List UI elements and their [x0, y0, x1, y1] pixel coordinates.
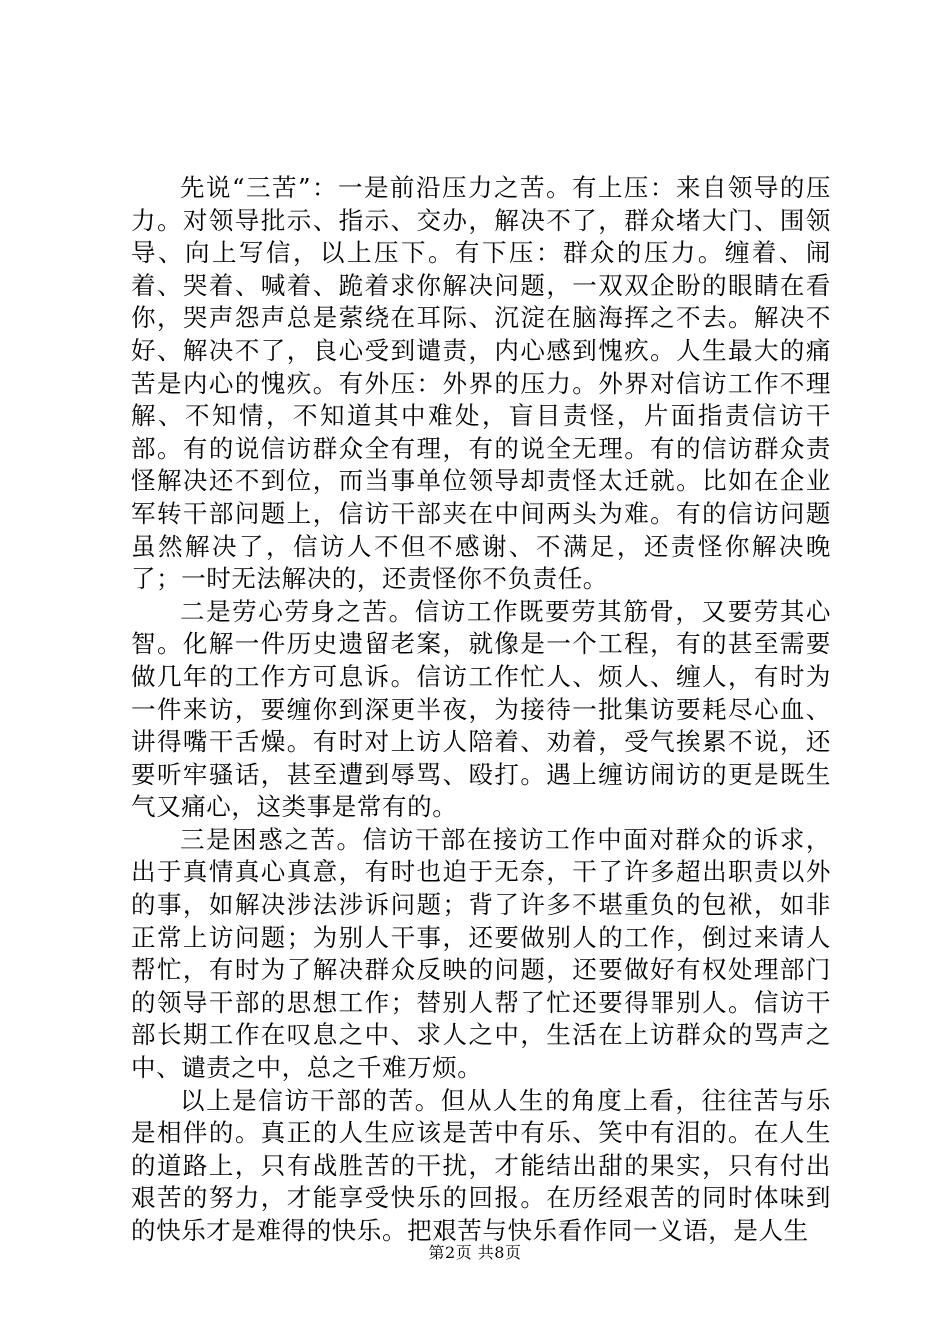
paragraph-three-hardships-intro: 先说“三苦”：一是前沿压力之苦。有上压：来自领导的压力。对领导批示、指示、交办，解决不了，群众堵大门、围领导、向上写信，以上压下。有下压：群众的压力。缠着、闹着、哭着、喊着、跪着求你解决问题，一双双企盼的眼睛在看你，哭声怨声总是萦绕在耳际、沉淀在脑海挥之不去。解决不好、解决不了，良心受到谴责，内心感到愧疚。人生最大的痛苦是内心的愧疚。有外压：外界的压力。外界对信访工作不理解、不知情，不知道其中难处，盲目责怪，片面指责信访干部。有的说信访群众全有理，有的说全无理。有的信访群众责怪解决还不到位，而当事单位领导却责怪太迁就。比如在企业军转干部问题上，信访干部夹在中间两头为难。有的信访问题虽然解决了，信访人不但不感谢、不满足，还责怪你解决晚了；一时无法解决的，还责怪你不负责任。 — [131, 173, 831, 594]
document-body — [131, 172, 831, 1248]
paragraph-hardship-and-joy: 以上是信访干部的苦。但从人生的角度上看，往往苦与乐是相伴的。真正的人生应该是苦中有乐、笑中有泪的。在人生的道路上，只有战胜苦的干扰，才能结出甜的果实，只有付出艰苦的努力，才能享受快乐的回报。在历经艰苦的同时体味到的快乐才是难得的快乐。把艰苦与快乐看作同一义语，是人生 — [131, 1085, 831, 1245]
page-number-footer: 第2页 共8页 — [428, 1243, 522, 1262]
paragraph-confusion-hardship: 三是困惑之苦。信访干部在接访工作中面对群众的诉求，出于真情真心真意，有时也迫于无奈，干了许多超出职责以外的事，如解决涉法涉诉问题；背了许多不堪重负的包袱，如非正常上访问题；为别人干事，还要做别人的工作，倒过来请人帮忙，有时为了解决群众反映的问题，还要做好有权处理部门的领导干部的思想工作；替别人帮了忙还要得罪别人。信访干部长期工作在叹息之中、求人之中，生活在上访群众的骂声之中、谴责之中，总之千难万烦。 — [131, 824, 831, 1083]
paragraph-mental-physical-hardship: 二是劳心劳身之苦。信访工作既要劳其筋骨，又要劳其心智。化解一件历史遗留老案，就像是一个工程，有的甚至需要做几年的工作方可息诉。信访工作忙人、烦人、缠人，有时为一件来访，要缠你到深更半夜，为接待一批集访要耗尽心血、讲得嘴干舌燥。有时对上访人陪着、劝着，受气挨累不说，还要听牢骚话，甚至遭到辱骂、殴打。遇上缠访闹访的更是既生气又痛心，这类事是常有的。 — [131, 596, 831, 822]
